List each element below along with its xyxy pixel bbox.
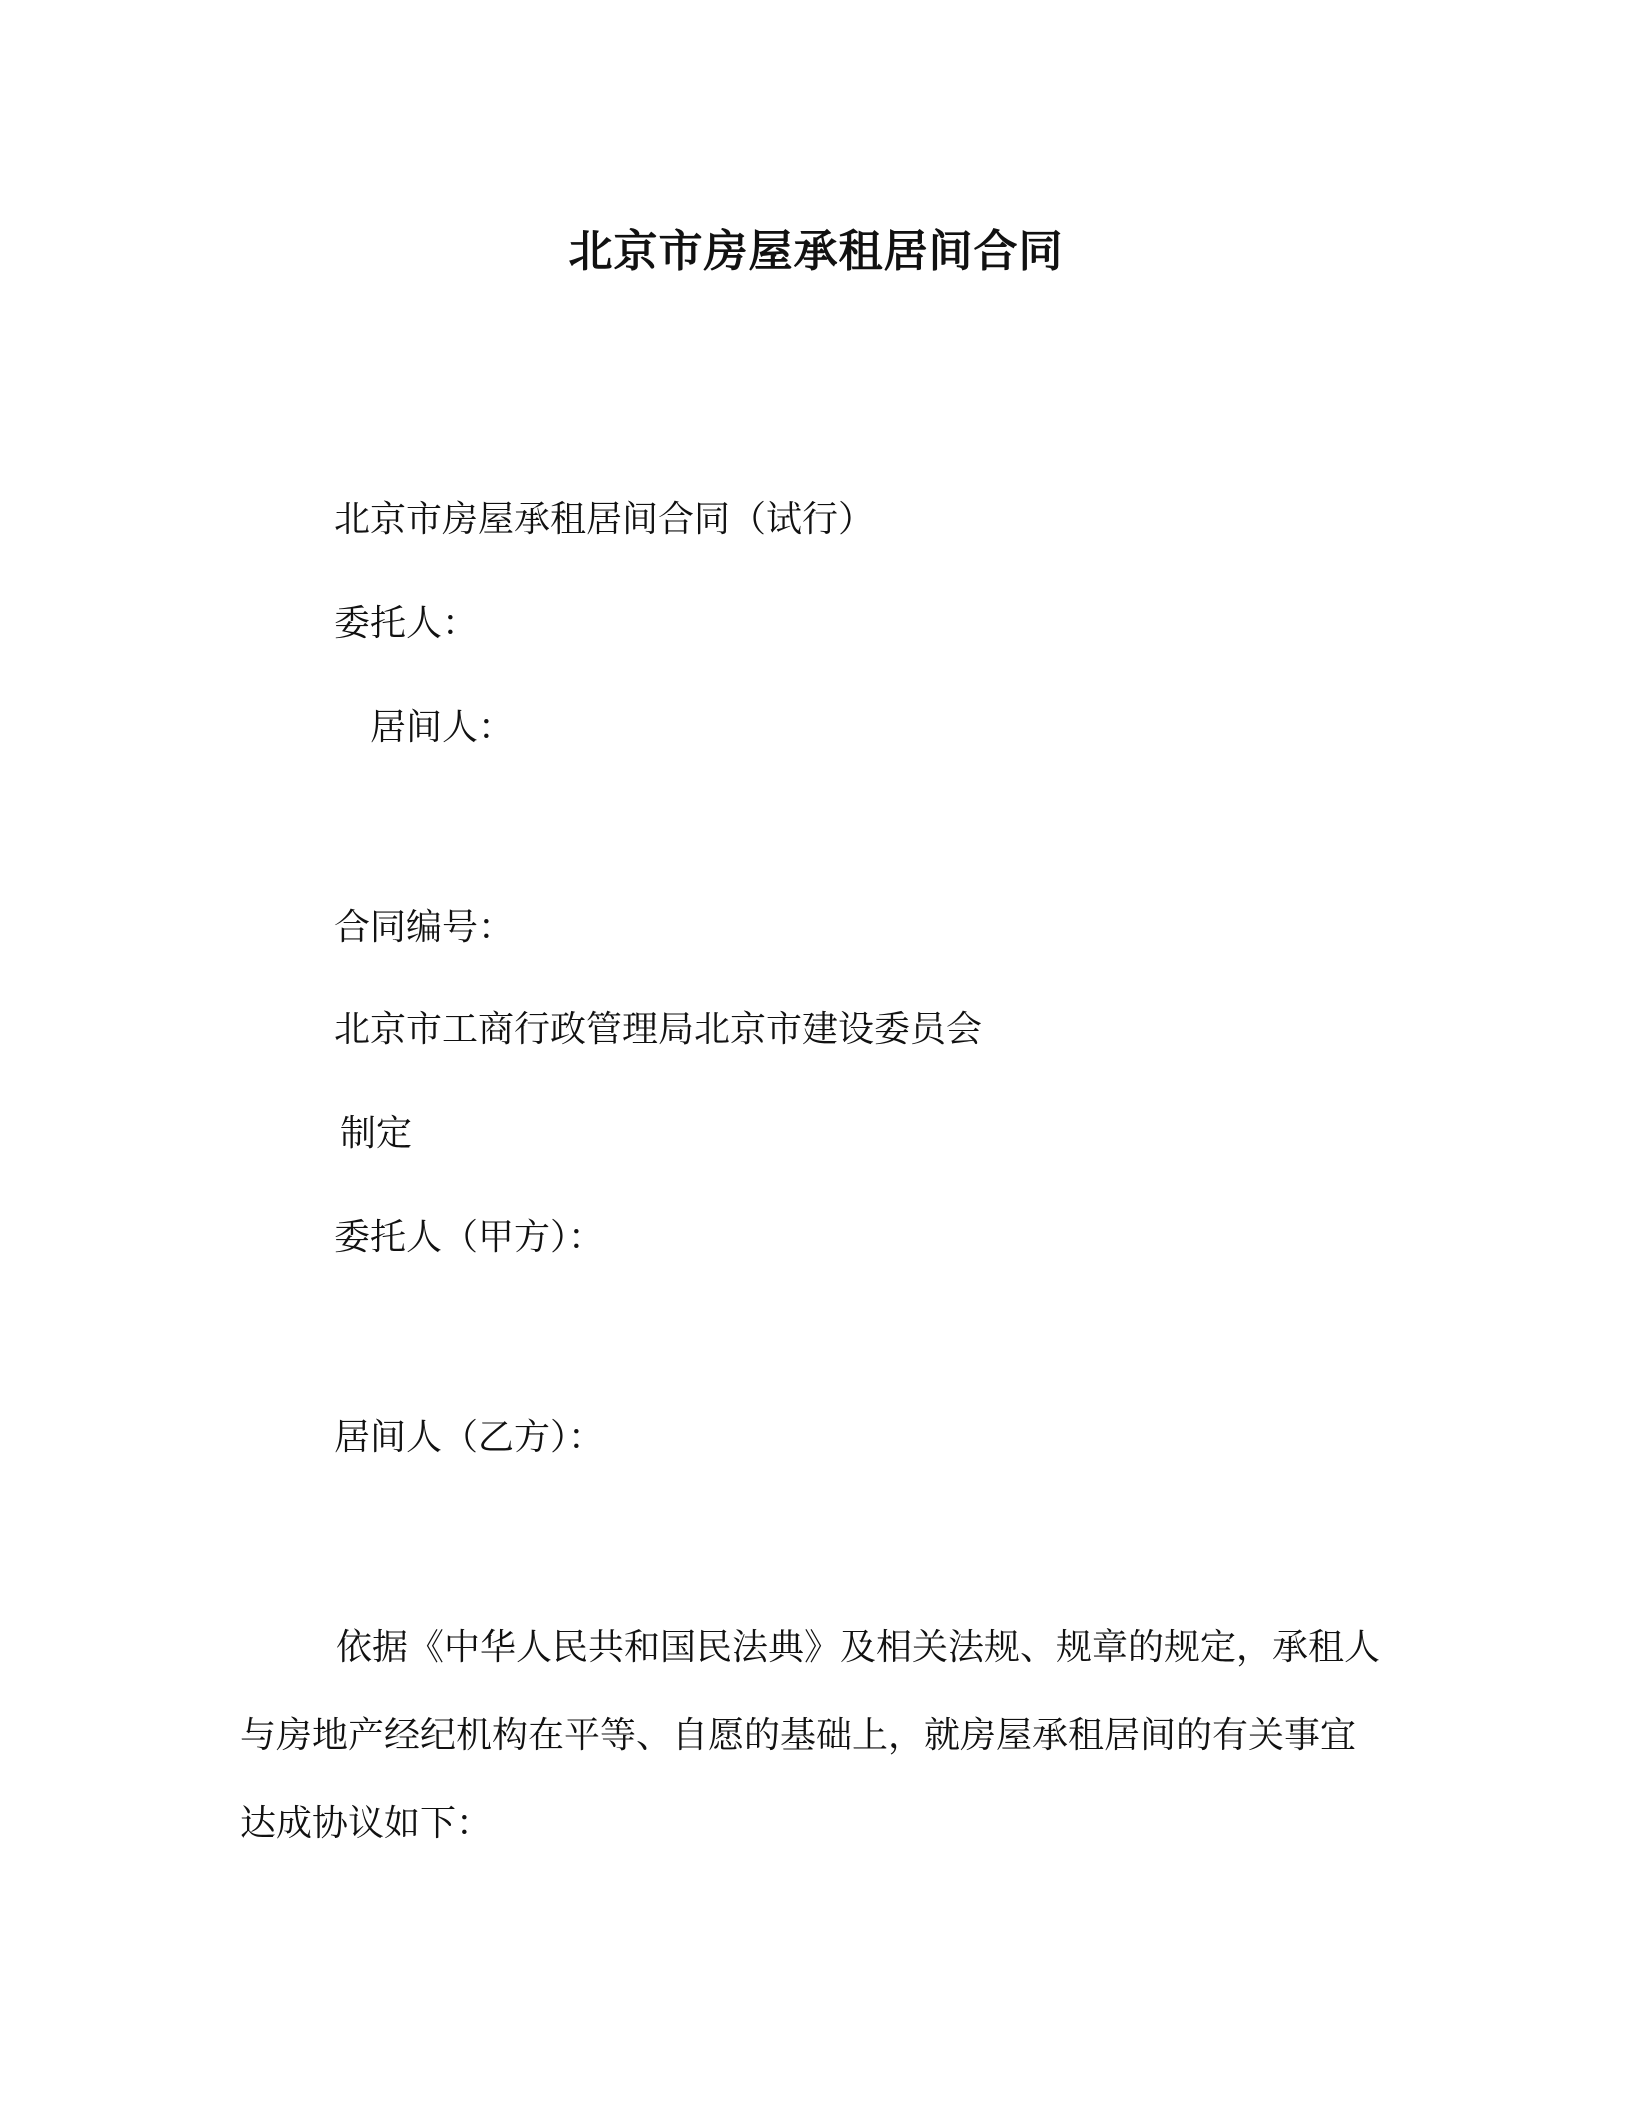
broker-label: 居间人： [370,707,515,748]
issuing-authorities: 北京市工商行政管理局北京市建设委员会 [334,1009,983,1050]
document-title: 北京市房屋承租居间合同 [568,226,1064,277]
contract-number-label: 合同编号： [334,907,515,948]
party-b-label: 居间人（乙方）： [334,1417,605,1458]
contract-subtitle: 北京市房屋承租居间合同（试行） [334,499,875,540]
preamble-paragraph: 依据《中华人民共和国民法典》及相关法规、规章的规定，承租人与房地产经纪机构在平等、自愿的基础上，就房屋承租居间的有关事宜达成协议如下： [240,1627,1381,1844]
issued-label: 制定 [340,1113,413,1154]
party-a-label: 委托人（甲方）： [334,1217,605,1258]
client-label: 委托人： [334,603,479,644]
